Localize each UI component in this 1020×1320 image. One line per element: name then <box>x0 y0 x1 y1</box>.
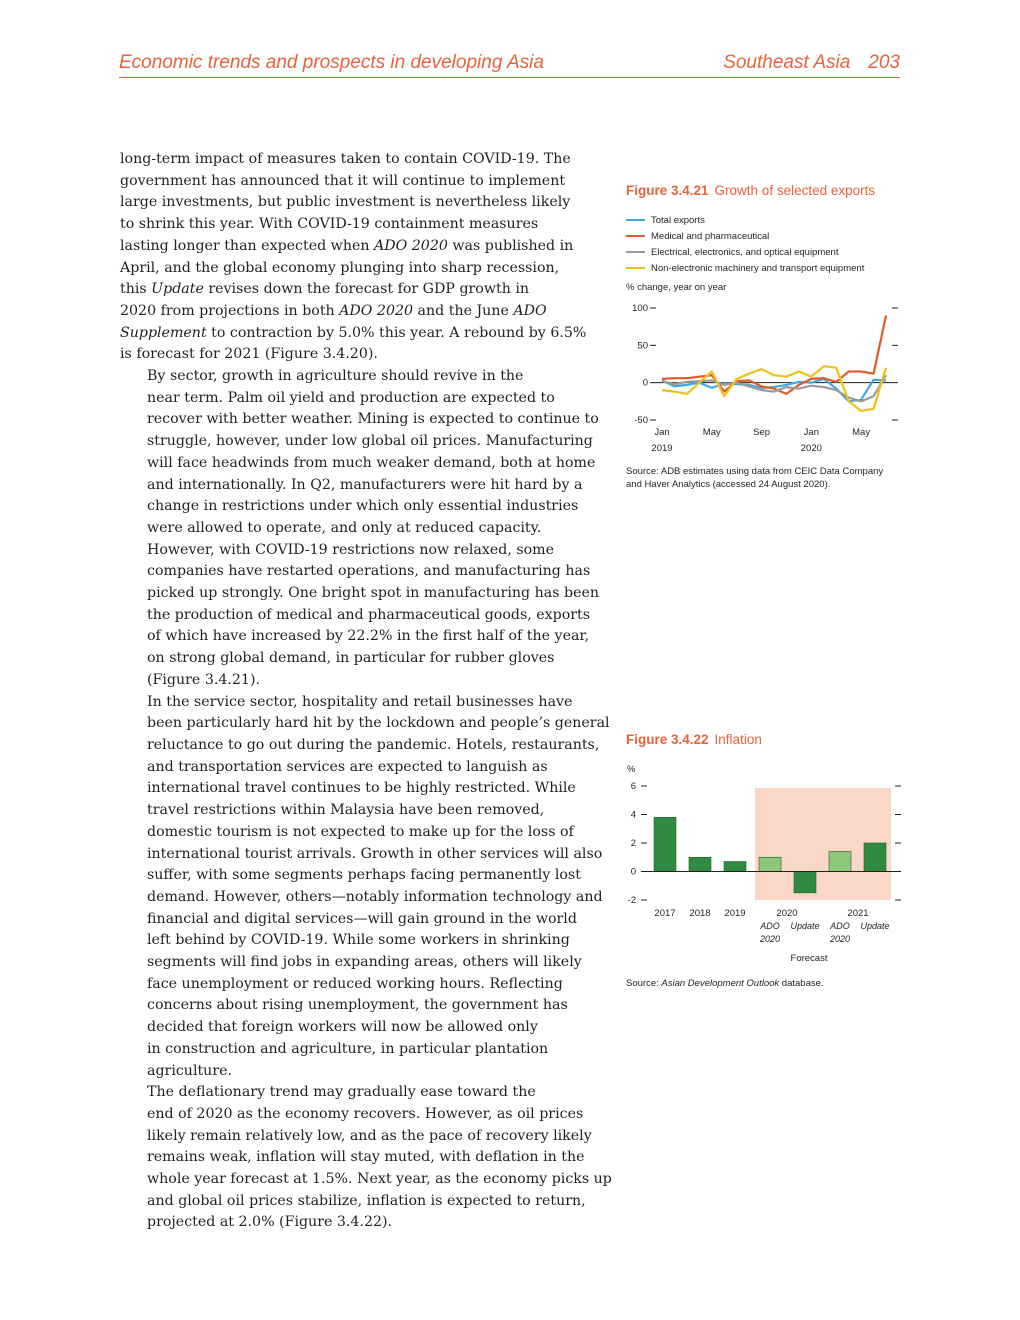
legend-swatch <box>626 251 645 254</box>
text-run: 2020 from projections in both <box>120 302 340 319</box>
text-italic: ADO 2020 <box>339 302 414 319</box>
y-tick-label: 100 <box>632 303 648 314</box>
y-tick-label: 4 <box>630 809 636 821</box>
text-line: to shrink this year. With COVID-19 containment measures <box>120 216 539 233</box>
x-sub-label: ADO <box>830 921 850 931</box>
text-line: been particularly hard hit by the lockdown and people’s general <box>147 715 610 732</box>
text-line: is forecast for 2021 (Figure 3.4.20). <box>120 346 378 363</box>
figure-title <box>626 732 762 747</box>
text-line: picked up strongly. One bright spot in manufacturing has been <box>147 585 600 602</box>
legend-item <box>626 260 875 276</box>
source-line: and Haver Analytics (accessed 24 August 2020). <box>626 479 831 490</box>
y-tick-label: -2 <box>627 895 636 906</box>
text-line: projected at 2.0% (Figure 3.4.22). <box>147 1214 393 1231</box>
text-line: government has announced that it will continue to implement <box>120 172 566 189</box>
header-section <box>723 52 900 74</box>
text-line <box>120 279 590 301</box>
y-tick-label: 50 <box>637 340 648 352</box>
text-run: to contraction by 5.0% this year. A rebound by 6.5% <box>206 324 587 341</box>
text-line: However, with COVID-19 restrictions now relaxed, some <box>147 541 555 558</box>
figure-title <box>626 183 875 198</box>
text-run: lasting longer than expected when <box>120 237 375 254</box>
legend-swatch <box>626 219 645 222</box>
text-line: The deflationary trend may gradually ease toward the <box>147 1084 536 1101</box>
figure-3-4-21 <box>626 183 875 276</box>
text-run: was published in <box>447 237 574 254</box>
x-tick-label: May <box>702 427 721 438</box>
paragraph-3 <box>120 692 610 1083</box>
text-run: revises down the forecast for GDP growth in <box>203 281 530 298</box>
text-line: segments will find jobs in expanding areas, others will likely <box>147 954 582 971</box>
x-group-label: 2020 <box>776 908 798 919</box>
text-line: large investments, but public investment is nevertheless likely <box>120 194 571 211</box>
figure-caption: Inflation <box>714 732 762 747</box>
text-italic: ADO <box>513 302 547 319</box>
x-sub-label: Update <box>790 921 820 931</box>
body-text <box>120 149 612 1234</box>
x-year-label: 2020 <box>800 443 822 454</box>
text-line: change in restrictions under which only essential industries <box>147 498 579 515</box>
x-sub-label: 2020 <box>829 934 851 944</box>
x-sub-label: 2020 <box>759 934 781 944</box>
x-tick-label: 2019 <box>724 908 746 919</box>
bar-2 <box>724 862 746 872</box>
text-line: the production of medical and pharmaceutical goods, exports <box>147 606 591 623</box>
text-line: of which have increased by 22.2% in the first half of the year, <box>147 628 590 645</box>
figure-source <box>626 977 824 990</box>
text-line: travel restrictions within Malaysia have been removed, <box>147 802 545 819</box>
y-tick-label: -50 <box>634 415 648 426</box>
text-line: struggle, however, under low global oil prices. Manufacturing <box>147 433 593 450</box>
bar-1 <box>689 857 711 871</box>
forecast-label: Forecast <box>790 953 828 964</box>
text-line: and transportation services are expected to languish as <box>147 758 548 775</box>
text-line: April, and the global economy plunging into sharp recession, <box>120 259 560 276</box>
text-line: long-term impact of measures taken to contain COVID-19. The <box>120 151 571 167</box>
text-line: and internationally. In Q2, manufacturers were hit hard by a <box>147 476 583 493</box>
source-italic: Asian Development Outlook <box>661 978 780 989</box>
text-line: agriculture. <box>147 1062 233 1079</box>
text-line: likely remain relatively low, and as the pace of recovery likely <box>147 1127 592 1144</box>
x-sub-label: Update <box>860 921 890 931</box>
text-line: demand. However, others—notably information technology and <box>147 888 603 905</box>
legend-label: Total exports <box>651 214 705 226</box>
bar-3 <box>759 857 781 871</box>
x-tick-label: 2017 <box>654 908 676 919</box>
text-line: In the service sector, hospitality and retail businesses have <box>147 693 573 710</box>
text-line: remains weak, inflation will stay muted, with deflation in the <box>147 1149 585 1166</box>
text-line: on strong global demand, in particular for rubber gloves <box>147 650 555 667</box>
text-run: and the June <box>413 302 514 319</box>
text-italic: ADO 2020 <box>374 237 448 254</box>
x-tick-label: Sep <box>753 427 771 438</box>
text-line: in construction and agriculture, in particular plantation <box>147 1040 549 1057</box>
text-line: recover with better weather. Mining is expected to continue to <box>147 411 599 428</box>
source-suffix: database. <box>779 978 824 989</box>
legend-item <box>626 228 875 244</box>
y-tick-label: 0 <box>642 377 648 389</box>
figure-number: Figure 3.4.22 <box>626 732 709 747</box>
bar-0 <box>654 817 676 871</box>
text-line: face unemployment or reduced working hours. Reflecting <box>147 975 563 992</box>
x-year-label: 2019 <box>651 443 673 454</box>
text-line: left behind by COVID-19. While some workers in shrinking <box>147 932 570 949</box>
figure-number: Figure 3.4.21 <box>626 183 709 198</box>
text-line: (Figure 3.4.21). <box>147 671 260 688</box>
text-line <box>120 323 590 345</box>
x-tick-label: Jan <box>803 427 819 438</box>
legend-label: Electrical, electronics, and optical equipment <box>651 246 839 258</box>
text-line: domestic tourism is not expected to make up for the loss of <box>147 823 574 840</box>
x-tick-label: 2018 <box>689 908 711 919</box>
header-title: Economic trends and prospects in developing Asia <box>119 52 544 73</box>
legend-label: Medical and pharmaceutical <box>651 230 770 242</box>
y-tick-label: 0 <box>630 866 636 878</box>
text-line: financial and digital services—will gain ground in the world <box>147 910 577 927</box>
y-tick-label: 6 <box>630 781 636 792</box>
x-group-label: 2021 <box>847 908 869 919</box>
bar-4 <box>794 872 816 893</box>
page-number: 203 <box>868 52 900 73</box>
text-line: concerns about rising unemployment, the government has <box>147 997 568 1014</box>
figure-3-4-22 <box>626 732 762 747</box>
text-line: were allowed to operate, and only at reduced capacity. <box>147 519 542 536</box>
text-line: end of 2020 as the economy recovers. However, as oil prices <box>147 1105 584 1122</box>
legend-swatch <box>626 235 645 238</box>
text-line <box>120 236 590 258</box>
y-tick-label: 2 <box>630 838 636 849</box>
text-italic: Supplement <box>120 324 207 341</box>
figure-caption: Growth of selected exports <box>714 183 876 198</box>
running-header <box>119 50 900 78</box>
text-run: this <box>120 281 152 298</box>
x-tick-label: May <box>852 427 871 438</box>
y-axis-label: % <box>627 764 636 775</box>
text-line: reluctance to go out during the pandemic. Hotels, restaurants, <box>147 736 600 753</box>
legend-item <box>626 244 875 260</box>
text-line: companies have restarted operations, and manufacturing has <box>147 563 591 580</box>
text-line: near term. Palm oil yield and production are expected to <box>147 389 555 406</box>
paragraph-4 <box>120 1082 612 1234</box>
inflation-bar-chart <box>620 758 910 968</box>
text-line: By sector, growth in agriculture should revive in the <box>147 368 524 385</box>
text-line: and global oil prices stabilize, inflation is expected to return, <box>147 1192 586 1209</box>
source-line: Source: ADB estimates using data from CEIC Data Company <box>626 466 884 477</box>
exports-line-chart <box>620 280 910 460</box>
paragraph-1 <box>120 149 590 366</box>
text-line <box>120 301 590 323</box>
paragraph-2 <box>120 366 600 692</box>
text-line: suffer, with some segments perhaps facing permanently lost <box>147 867 581 884</box>
chart-legend <box>626 212 875 276</box>
x-sub-label: ADO <box>760 921 780 931</box>
text-line: international tourist arrivals. Growth in other services will also <box>147 845 603 862</box>
legend-swatch <box>626 267 645 270</box>
bar-5 <box>829 852 851 872</box>
text-italic: Update <box>151 281 204 298</box>
text-line: will face headwinds from much weaker demand, both at home <box>147 454 596 471</box>
text-line: decided that foreign workers will now be allowed only <box>147 1019 538 1036</box>
source-prefix: Source: <box>626 978 662 989</box>
text-line: whole year forecast at 1.5%. Next year, as the economy picks up <box>147 1171 612 1188</box>
bar-6 <box>864 843 886 872</box>
header-section-name: Southeast Asia <box>723 52 851 73</box>
legend-label: Non-electronic machinery and transport equipment <box>651 262 865 274</box>
y-axis-label: % change, year on year <box>626 282 727 293</box>
figure-source <box>626 465 916 491</box>
legend-item <box>626 212 875 228</box>
text-line: international travel continues to be highly restricted. While <box>147 780 576 797</box>
x-tick-label: Jan <box>654 427 670 438</box>
